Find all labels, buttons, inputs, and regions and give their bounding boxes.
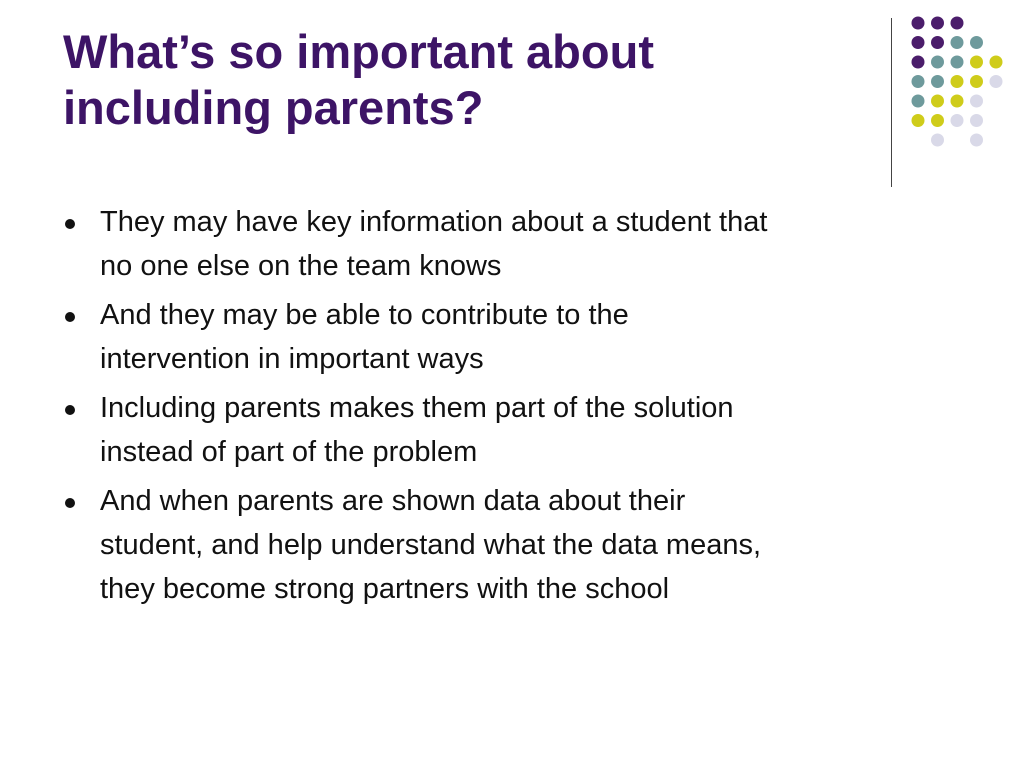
- decorative-dot: [931, 134, 944, 147]
- decorative-dot: [931, 56, 944, 69]
- slide-title: [63, 24, 863, 136]
- bullet-item: [65, 200, 965, 288]
- decorative-dot: [931, 75, 944, 88]
- decorative-dot: [931, 95, 944, 108]
- vertical-divider: [891, 18, 892, 187]
- bullet-dot-icon: [65, 405, 75, 415]
- decorative-dot: [931, 17, 944, 30]
- bullet-line: they become strong partners with the school: [100, 573, 670, 605]
- decorative-dot: [931, 114, 944, 127]
- decorative-dot: [912, 36, 925, 49]
- decorative-dot: [912, 17, 925, 30]
- bullet-dot-icon: [65, 219, 75, 229]
- decorative-dot: [990, 56, 1003, 69]
- decorative-dot: [951, 114, 964, 127]
- title-line: including parents?: [63, 81, 484, 134]
- bullet-list: [65, 200, 965, 616]
- bullet-line: instead of part of the problem: [100, 436, 478, 468]
- bullet-line: student, and help understand what the data means,: [100, 529, 762, 561]
- bullet-item: [65, 479, 965, 611]
- bullet-dot-icon: [65, 312, 75, 322]
- decorative-dot: [970, 134, 983, 147]
- decorative-dot: [990, 75, 1003, 88]
- decorative-dot: [912, 95, 925, 108]
- decorative-dot: [951, 75, 964, 88]
- decorative-dot: [912, 75, 925, 88]
- bullet-line: And when parents are shown data about their: [100, 485, 686, 517]
- decorative-dot: [951, 36, 964, 49]
- decorative-dot: [970, 114, 983, 127]
- bullet-line: intervention in important ways: [100, 343, 484, 375]
- bullet-item: [65, 386, 965, 474]
- decorative-dot: [970, 95, 983, 108]
- decorative-dot: [931, 36, 944, 49]
- decorative-dot: [951, 17, 964, 30]
- decorative-dot: [970, 75, 983, 88]
- title-line: What’s so important about: [63, 25, 654, 78]
- bullet-item: [65, 293, 965, 381]
- decorative-dot: [912, 114, 925, 127]
- decorative-dot: [970, 36, 983, 49]
- decorative-dot: [951, 56, 964, 69]
- bullet-dot-icon: [65, 498, 75, 508]
- bullet-line: And they may be able to contribute to the: [100, 299, 629, 331]
- decorative-dot: [912, 56, 925, 69]
- decorative-dot: [970, 56, 983, 69]
- bullet-line: Including parents makes them part of the solution: [100, 392, 734, 424]
- decorative-dot: [951, 95, 964, 108]
- bullet-line: no one else on the team knows: [100, 250, 502, 282]
- bullet-line: They may have key information about a student that: [100, 206, 768, 238]
